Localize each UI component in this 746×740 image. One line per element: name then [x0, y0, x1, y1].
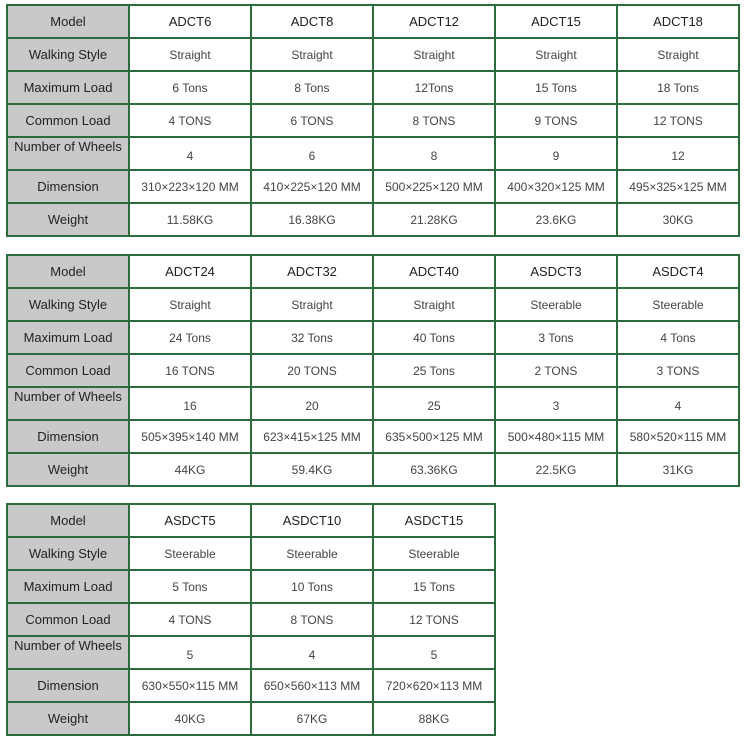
- common-load-cell: 20 TONS: [251, 354, 373, 387]
- dimension-cell: 410×225×120 MM: [251, 170, 373, 203]
- walking-style-label: Walking Style: [7, 38, 129, 71]
- model-cell: ADCT12: [373, 5, 495, 38]
- maximum-load-cell: 40 Tons: [373, 321, 495, 354]
- dimension-cell: 310×223×120 MM: [129, 170, 251, 203]
- common-load-cell: 16 TONS: [129, 354, 251, 387]
- weight-label: Weight: [7, 702, 129, 735]
- model-row: [7, 504, 495, 537]
- weight-row: [7, 203, 739, 236]
- number-of-wheels-row: [7, 387, 739, 420]
- weight-cell: 67KG: [251, 702, 373, 735]
- model-cell: ASDCT4: [617, 255, 739, 288]
- walking-style-cell: Straight: [251, 38, 373, 71]
- model-row: [7, 5, 739, 38]
- maximum-load-cell: 8 Tons: [251, 71, 373, 104]
- dimension-cell: 623×415×125 MM: [251, 420, 373, 453]
- maximum-load-label: Maximum Load: [7, 570, 129, 603]
- number-of-wheels-cell: 4: [617, 387, 739, 420]
- walking-style-row: [7, 537, 495, 570]
- weight-cell: 21.28KG: [373, 203, 495, 236]
- walking-style-cell: Straight: [617, 38, 739, 71]
- weight-row: [7, 453, 739, 486]
- number-of-wheels-cell: 9: [495, 137, 617, 170]
- model-cell: ADCT24: [129, 255, 251, 288]
- common-load-cell: 12 TONS: [617, 104, 739, 137]
- weight-cell: 16.38KG: [251, 203, 373, 236]
- weight-cell: 59.4KG: [251, 453, 373, 486]
- dimension-cell: 505×395×140 MM: [129, 420, 251, 453]
- common-load-label: Common Load: [7, 104, 129, 137]
- maximum-load-cell: 15 Tons: [495, 71, 617, 104]
- model-cell: ASDCT3: [495, 255, 617, 288]
- dimension-cell: 500×225×120 MM: [373, 170, 495, 203]
- common-load-row: [7, 354, 739, 387]
- number-of-wheels-cell: 6: [251, 137, 373, 170]
- maximum-load-label: Maximum Load: [7, 71, 129, 104]
- spec-table-1: [6, 4, 740, 237]
- weight-label: Weight: [7, 453, 129, 486]
- walking-style-cell: Steerable: [373, 537, 495, 570]
- weight-cell: 40KG: [129, 702, 251, 735]
- model-cell: ADCT15: [495, 5, 617, 38]
- dimension-label: Dimension: [7, 170, 129, 203]
- common-load-cell: 4 TONS: [129, 104, 251, 137]
- walking-style-cell: Straight: [129, 38, 251, 71]
- number-of-wheels-row: [7, 137, 739, 170]
- number-of-wheels-cell: 5: [373, 636, 495, 669]
- number-of-wheels-cell: 5: [129, 636, 251, 669]
- maximum-load-cell: 3 Tons: [495, 321, 617, 354]
- weight-cell: 63.36KG: [373, 453, 495, 486]
- model-cell: ASDCT5: [129, 504, 251, 537]
- common-load-cell: 8 TONS: [373, 104, 495, 137]
- number-of-wheels-cell: 8: [373, 137, 495, 170]
- walking-style-cell: Steerable: [251, 537, 373, 570]
- weight-cell: 31KG: [617, 453, 739, 486]
- model-cell: ASDCT15: [373, 504, 495, 537]
- dimension-cell: 650×560×113 MM: [251, 669, 373, 702]
- spec-table-3: [6, 503, 496, 736]
- walking-style-cell: Straight: [373, 38, 495, 71]
- common-load-cell: 3 TONS: [617, 354, 739, 387]
- maximum-load-cell: 24 Tons: [129, 321, 251, 354]
- number-of-wheels-cell: 4: [251, 636, 373, 669]
- model-cell: ADCT8: [251, 5, 373, 38]
- maximum-load-label: Maximum Load: [7, 321, 129, 354]
- maximum-load-cell: 32 Tons: [251, 321, 373, 354]
- common-load-cell: 4 TONS: [129, 603, 251, 636]
- number-of-wheels-cell: 20: [251, 387, 373, 420]
- maximum-load-cell: 10 Tons: [251, 570, 373, 603]
- maximum-load-cell: 15 Tons: [373, 570, 495, 603]
- weight-row: [7, 702, 495, 735]
- weight-label: Weight: [7, 203, 129, 236]
- weight-cell: 30KG: [617, 203, 739, 236]
- common-load-cell: 9 TONS: [495, 104, 617, 137]
- walking-style-cell: Straight: [495, 38, 617, 71]
- weight-cell: 11.58KG: [129, 203, 251, 236]
- dimension-cell: 630×550×115 MM: [129, 669, 251, 702]
- maximum-load-cell: 18 Tons: [617, 71, 739, 104]
- maximum-load-cell: 4 Tons: [617, 321, 739, 354]
- dimension-cell: 500×480×115 MM: [495, 420, 617, 453]
- model-label: Model: [7, 255, 129, 288]
- dimension-row: [7, 170, 739, 203]
- walking-style-row: [7, 288, 739, 321]
- common-load-label: Common Load: [7, 603, 129, 636]
- common-load-cell: 25 Tons: [373, 354, 495, 387]
- maximum-load-cell: 5 Tons: [129, 570, 251, 603]
- common-load-cell: 2 TONS: [495, 354, 617, 387]
- model-label: Model: [7, 5, 129, 38]
- walking-style-cell: Steerable: [129, 537, 251, 570]
- number-of-wheels-cell: 25: [373, 387, 495, 420]
- dimension-label: Dimension: [7, 420, 129, 453]
- common-load-label: Common Load: [7, 354, 129, 387]
- dimension-cell: 635×500×125 MM: [373, 420, 495, 453]
- number-of-wheels-label: Number of Wheels: [7, 137, 129, 170]
- number-of-wheels-label: Number of Wheels: [7, 387, 129, 420]
- dimension-row: [7, 669, 495, 702]
- model-cell: ASDCT10: [251, 504, 373, 537]
- dimension-label: Dimension: [7, 669, 129, 702]
- number-of-wheels-row: [7, 636, 495, 669]
- weight-cell: 23.6KG: [495, 203, 617, 236]
- weight-cell: 44KG: [129, 453, 251, 486]
- walking-style-cell: Straight: [251, 288, 373, 321]
- walking-style-row: [7, 38, 739, 71]
- maximum-load-cell: 6 Tons: [129, 71, 251, 104]
- walking-style-cell: Straight: [129, 288, 251, 321]
- number-of-wheels-cell: 4: [129, 137, 251, 170]
- maximum-load-row: [7, 570, 495, 603]
- dimension-cell: 495×325×125 MM: [617, 170, 739, 203]
- walking-style-cell: Steerable: [495, 288, 617, 321]
- model-label: Model: [7, 504, 129, 537]
- model-row: [7, 255, 739, 288]
- maximum-load-row: [7, 71, 739, 104]
- weight-cell: 22.5KG: [495, 453, 617, 486]
- common-load-cell: 12 TONS: [373, 603, 495, 636]
- number-of-wheels-cell: 3: [495, 387, 617, 420]
- common-load-row: [7, 603, 495, 636]
- common-load-cell: 8 TONS: [251, 603, 373, 636]
- common-load-cell: 6 TONS: [251, 104, 373, 137]
- model-cell: ADCT6: [129, 5, 251, 38]
- maximum-load-cell: 12Tons: [373, 71, 495, 104]
- number-of-wheels-label: Number of Wheels: [7, 636, 129, 669]
- common-load-row: [7, 104, 739, 137]
- number-of-wheels-cell: 16: [129, 387, 251, 420]
- dimension-cell: 720×620×113 MM: [373, 669, 495, 702]
- model-cell: ADCT32: [251, 255, 373, 288]
- weight-cell: 88KG: [373, 702, 495, 735]
- maximum-load-row: [7, 321, 739, 354]
- walking-style-cell: Straight: [373, 288, 495, 321]
- number-of-wheels-cell: 12: [617, 137, 739, 170]
- dimension-row: [7, 420, 739, 453]
- walking-style-label: Walking Style: [7, 537, 129, 570]
- dimension-cell: 400×320×125 MM: [495, 170, 617, 203]
- model-cell: ADCT40: [373, 255, 495, 288]
- walking-style-label: Walking Style: [7, 288, 129, 321]
- dimension-cell: 580×520×115 MM: [617, 420, 739, 453]
- spec-table-2: [6, 254, 740, 487]
- model-cell: ADCT18: [617, 5, 739, 38]
- walking-style-cell: Steerable: [617, 288, 739, 321]
